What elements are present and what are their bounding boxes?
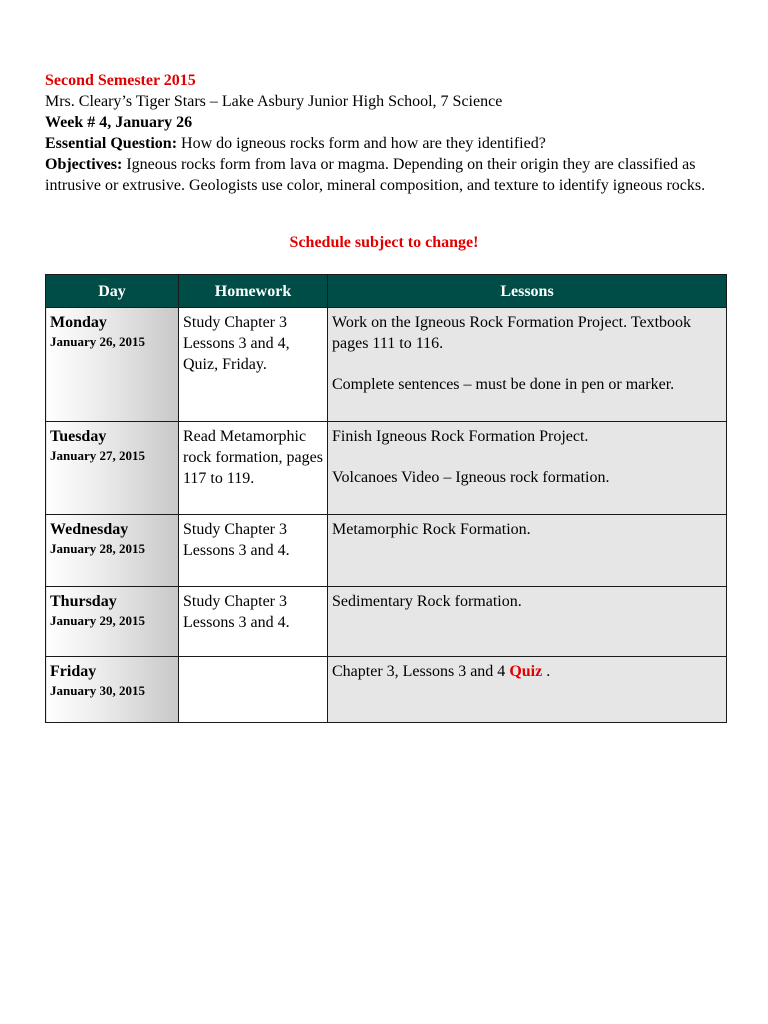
day-cell: [46, 422, 179, 515]
day-name: Monday: [50, 314, 107, 331]
homework-cell: Study Chapter 3 Lessons 3 and 4.: [179, 587, 328, 657]
table-header-row: [46, 275, 727, 308]
homework-cell: [179, 657, 328, 723]
essential-question-text: How do igneous rocks form and how are they identified?: [181, 135, 546, 152]
essential-question-label: Essential Question:: [45, 135, 178, 152]
day-date: January 26, 2015: [50, 334, 145, 349]
day-name: Friday: [50, 663, 97, 680]
day-date: January 28, 2015: [50, 541, 145, 556]
lesson-text: Finish Igneous Rock Formation Project.: [332, 428, 589, 445]
week-line: Week # 4, January 26: [45, 114, 193, 131]
table-row: [46, 587, 727, 657]
table-row: [46, 422, 727, 515]
lesson-text: [332, 661, 722, 682]
lesson-suffix: .: [546, 663, 551, 680]
objectives-label: Objectives:: [45, 156, 123, 173]
lesson-cell: [328, 422, 727, 515]
lesson-text: Volcanoes Video – Igneous rock formation.: [332, 469, 610, 486]
lesson-cell: [328, 308, 727, 422]
day-date: January 30, 2015: [50, 683, 145, 698]
lesson-text: Sedimentary Rock formation.: [332, 593, 522, 610]
column-header-day: Day: [46, 275, 179, 308]
homework-cell: Study Chapter 3 Lessons 3 and 4, Quiz, Friday.: [179, 308, 328, 422]
essential-question: [45, 133, 735, 154]
day-cell: [46, 657, 179, 723]
semester-title: Second Semester 2015: [45, 72, 196, 89]
homework-cell: Study Chapter 3 Lessons 3 and 4.: [179, 515, 328, 587]
day-name: Tuesday: [50, 428, 107, 445]
lesson-text: Complete sentences – must be done in pen or marker.: [332, 376, 675, 393]
day-date: January 29, 2015: [50, 613, 145, 628]
lesson-text: Metamorphic Rock Formation.: [332, 521, 531, 538]
table-row: [46, 657, 727, 723]
objectives: [45, 154, 735, 196]
table-row: [46, 515, 727, 587]
lesson-cell: [328, 515, 727, 587]
quiz-label: Quiz: [509, 663, 543, 680]
teacher-line: Mrs. Cleary’s Tiger Stars – Lake Asbury Junior High School, 7 Science: [45, 93, 503, 110]
day-name: Wednesday: [50, 521, 129, 538]
lesson-text: Work on the Igneous Rock Formation Project. Textbook pages 111 to 116.: [332, 314, 692, 352]
day-name: Thursday: [50, 593, 117, 610]
homework-cell: Read Metamorphic rock formation, pages 117 to 119.: [179, 422, 328, 515]
document-header: [45, 70, 735, 196]
schedule-notice: Schedule subject to change!: [289, 234, 479, 251]
day-date: January 27, 2015: [50, 448, 145, 463]
column-header-homework: Homework: [179, 275, 328, 308]
schedule-table: [45, 274, 727, 723]
day-cell: [46, 515, 179, 587]
column-header-lessons: Lessons: [328, 275, 727, 308]
objectives-text: Igneous rocks form from lava or magma. Depending on their origin they are classified as intrusive or extrusive. Geologists use color, mineral composition, and texture to identify igneous rocks.: [45, 156, 706, 194]
table-row: [46, 308, 727, 422]
day-cell: [46, 587, 179, 657]
lesson-cell: [328, 657, 727, 723]
lesson-prefix: Chapter 3, Lessons 3 and 4: [332, 663, 506, 680]
day-cell: [46, 308, 179, 422]
lesson-cell: [328, 587, 727, 657]
